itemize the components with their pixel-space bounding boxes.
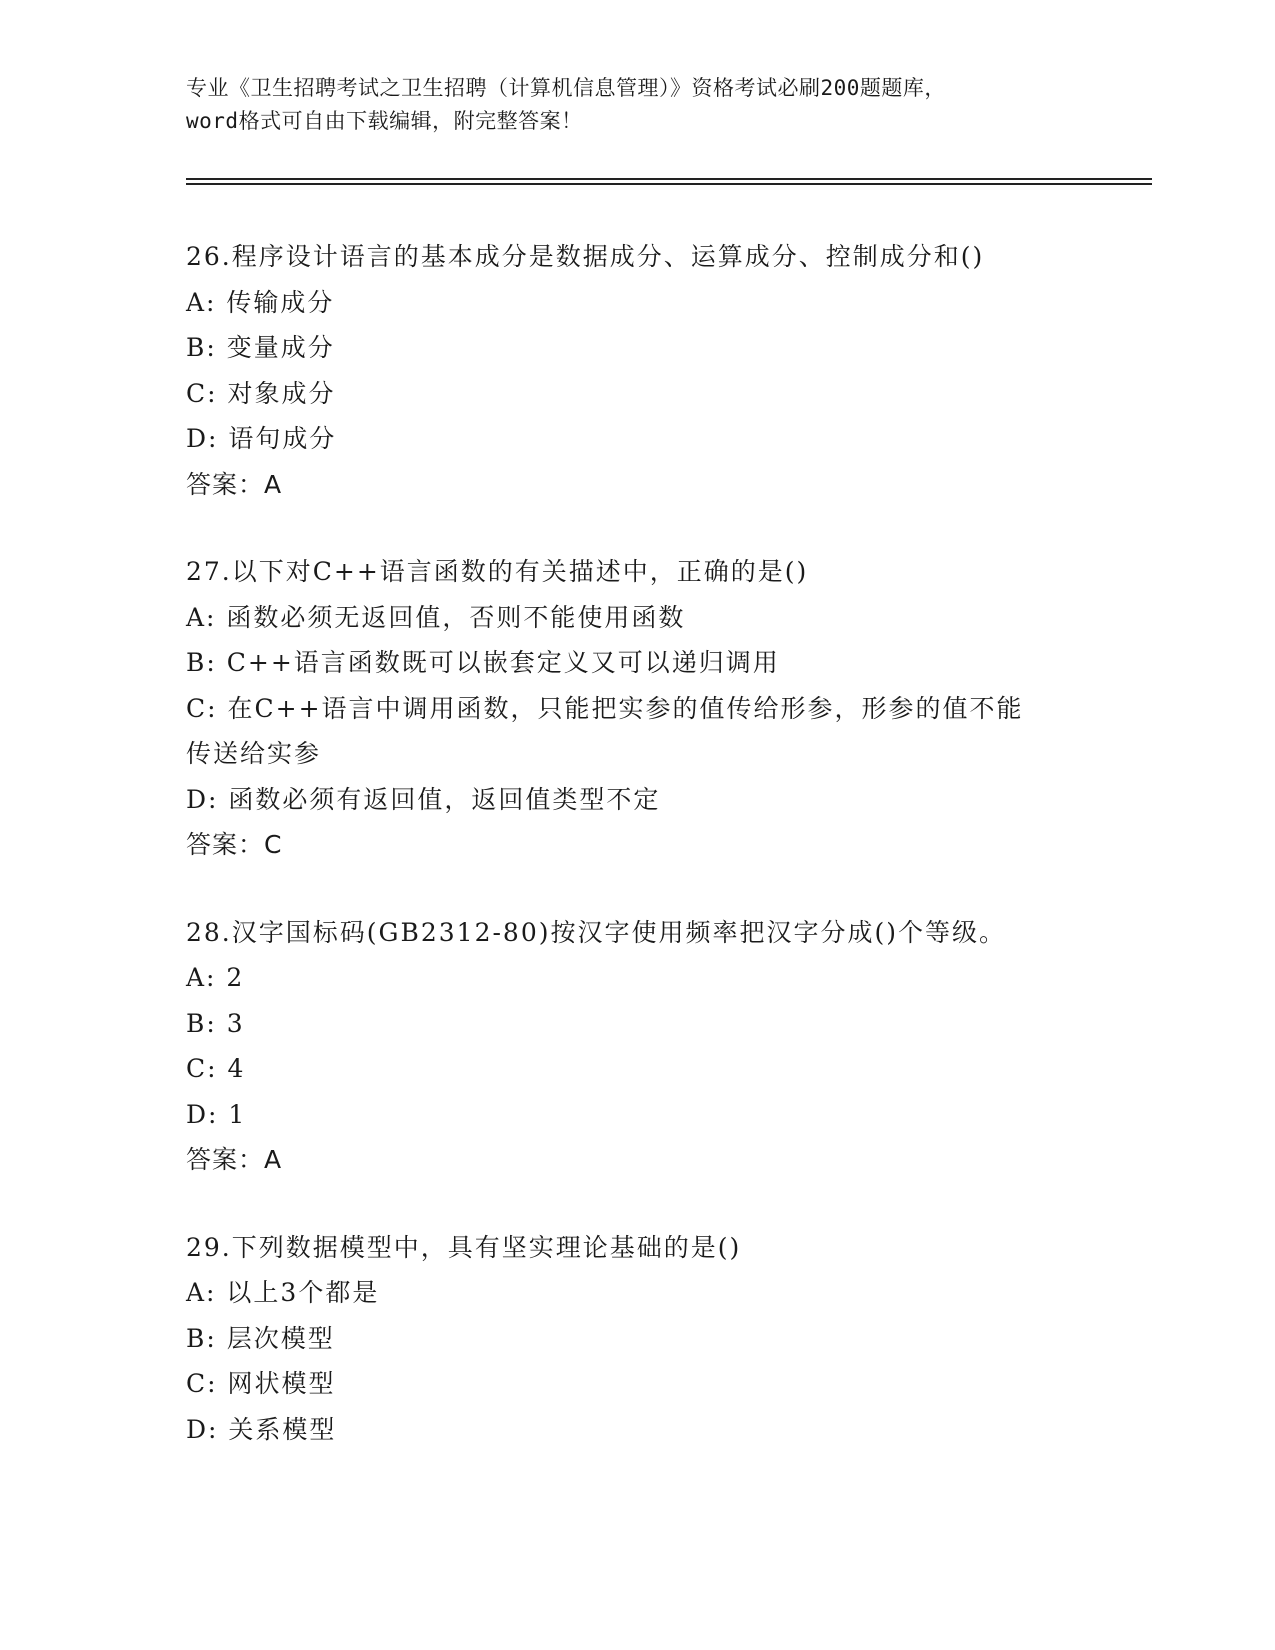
- answer-text: 答案：A: [186, 1145, 283, 1174]
- option-c: C: 对象成分: [186, 378, 336, 408]
- option-a: A: 函数必须无返回值，否则不能使用函数: [186, 602, 686, 632]
- question-26: [186, 234, 1066, 507]
- option-a: A: 传输成分: [186, 287, 335, 317]
- question-27: [186, 549, 1066, 868]
- question-29: [186, 1225, 1066, 1453]
- option-c-continuation: 传送给实参: [186, 739, 322, 768]
- header-divider-bottom: [186, 183, 1152, 185]
- option-b: B: C++语言函数既可以嵌套定义又可以递归调用: [186, 648, 780, 677]
- option-c: C: 在C++语言中调用函数，只能把实参的值传给形参，形参的值不能: [186, 693, 1024, 723]
- option-d: D: 语句成分: [186, 424, 337, 453]
- option-b: B: 3: [186, 1008, 245, 1038]
- question-stem: 26.程序设计语言的基本成分是数据成分、运算成分、控制成分和(): [186, 242, 985, 271]
- option-c: C: 4: [186, 1054, 246, 1083]
- answer-text: 答案：A: [186, 469, 283, 499]
- option-c: C: 网状模型: [186, 1369, 336, 1398]
- header-line-2: word格式可自由下载编辑，附完整答案！: [186, 109, 583, 133]
- option-d: D: 关系模型: [186, 1414, 337, 1444]
- question-stem: 28.汉字国标码(GB2312-80)按汉字使用频率把汉字分成()个等级。: [186, 917, 1006, 947]
- answer-text: 答案：C: [186, 830, 283, 859]
- question-stem: 29.下列数据模型中，具有坚实理论基础的是(): [186, 1232, 742, 1262]
- option-d: D: 1: [186, 1099, 247, 1129]
- question-stem: 27.以下对C++语言函数的有关描述中，正确的是(): [186, 557, 809, 586]
- option-b: B: 层次模型: [186, 1323, 335, 1353]
- question-list: [186, 234, 1066, 1494]
- document-header: [186, 72, 1086, 138]
- header-divider-top: [186, 178, 1152, 180]
- question-28: [186, 910, 1066, 1183]
- option-a: A: 2: [186, 963, 245, 992]
- option-d: D: 函数必须有返回值，返回值类型不定: [186, 784, 661, 814]
- option-b: B: 变量成分: [186, 333, 335, 362]
- option-a: A: 以上3个都是: [186, 1278, 380, 1307]
- header-line-1: 专业《卫生招聘考试之卫生招聘（计算机信息管理）》资格考试必刷200题题库，: [186, 76, 946, 100]
